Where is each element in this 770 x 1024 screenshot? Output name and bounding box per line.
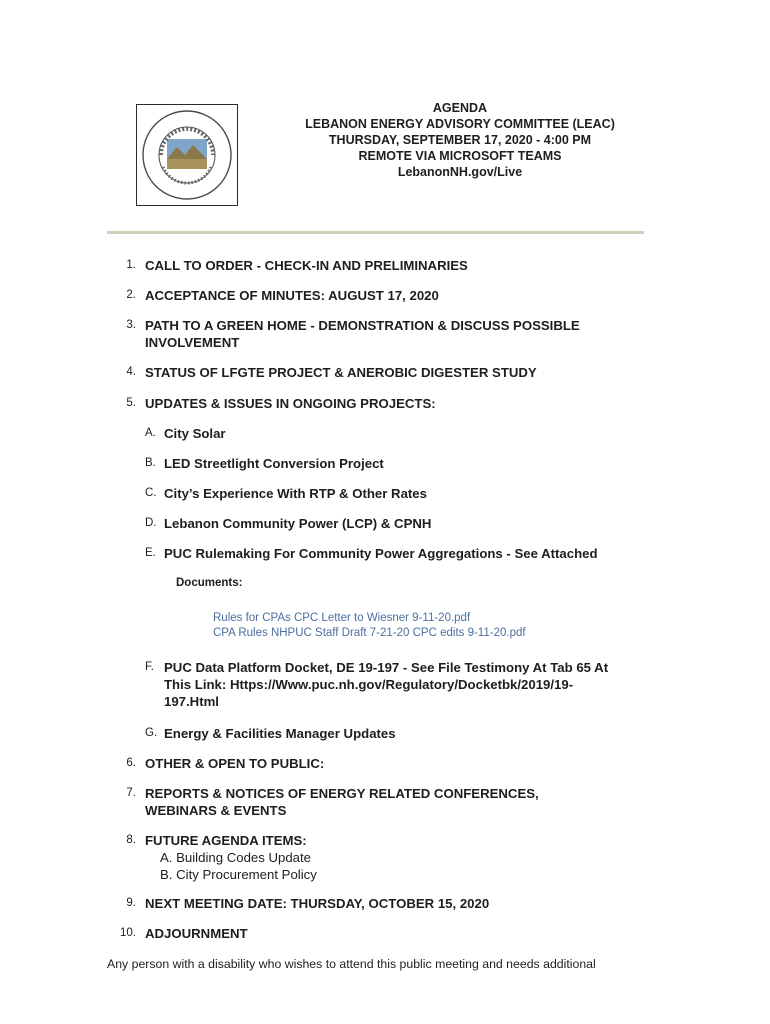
agenda-item: UPDATES & ISSUES IN ONGOING PROJECTS: <box>145 396 436 411</box>
item-number: 2. <box>126 289 136 301</box>
city-seal-icon <box>137 105 237 205</box>
city-seal <box>136 104 238 206</box>
agenda-subitem-line: This Link: Https://Www.puc.nh.gov/Regulatory/Docketbk/2019/19- <box>164 677 574 692</box>
subitem-letter: E. <box>145 547 156 559</box>
header-line-4: REMOTE VIA MICROSOFT TEAMS <box>358 149 562 163</box>
agenda-subitem-line: 197.Html <box>164 694 219 709</box>
header-line-2: LEBANON ENERGY ADVISORY COMMITTEE (LEAC) <box>305 117 615 131</box>
agenda-subitem: Lebanon Community Power (LCP) & CPNH <box>164 516 432 531</box>
accessibility-notice: Any person with a disability who wishes to attend this public meeting and needs additional <box>107 957 596 971</box>
agenda-subitem: City’s Experience With RTP & Other Rates <box>164 486 427 501</box>
subitem-letter: A. <box>145 427 156 439</box>
agenda-subitem <box>164 659 608 710</box>
agenda-subitem: City Solar <box>164 426 226 441</box>
documents-label: Documents: <box>176 577 243 589</box>
agenda-subitem: PUC Rulemaking For Community Power Aggregations - See Attached <box>164 546 598 561</box>
item-number: 9. <box>126 897 136 909</box>
agenda-item: CALL TO ORDER - CHECK-IN AND PRELIMINARIES <box>145 258 468 273</box>
header-line-5: LebanonNH.gov/Live <box>397 165 523 179</box>
agenda-item <box>145 317 580 351</box>
header-line-1: AGENDA <box>432 101 488 115</box>
future-item: A. Building Codes Update <box>160 850 312 865</box>
agenda-subitem: LED Streetlight Conversion Project <box>164 456 384 471</box>
item-number: 1. <box>126 259 136 271</box>
subitem-letter: F. <box>145 661 154 673</box>
item-number: 3. <box>126 319 136 331</box>
agenda-item-line: PATH TO A GREEN HOME - DEMONSTRATION & DISCUSS POSSIBLE <box>145 318 580 333</box>
header-line-3: THURSDAY, SEPTEMBER 17, 2020 - 4:00 PM <box>328 133 592 147</box>
document-link[interactable]: Rules for CPAs CPC Letter to Wiesner 9-11-20.pdf <box>213 612 471 624</box>
agenda-item: STATUS OF LFGTE PROJECT & ANEROBIC DIGESTER STUDY <box>145 365 537 380</box>
agenda-header <box>280 100 640 180</box>
agenda-item: ADJOURNMENT <box>145 926 248 941</box>
item-number: 10. <box>120 927 136 939</box>
item-number: 5. <box>126 397 136 409</box>
item-number: 7. <box>126 787 136 799</box>
agenda-item: FUTURE AGENDA ITEMS: <box>145 833 307 848</box>
document-link[interactable]: CPA Rules NHPUC Staff Draft 7-21-20 CPC edits 9-11-20.pdf <box>213 627 526 639</box>
header-divider <box>107 231 644 234</box>
agenda-subitem-line: PUC Data Platform Docket, DE 19-197 - See File Testimony At Tab 65 At <box>164 660 609 675</box>
subitem-letter: B. <box>145 457 156 469</box>
agenda-item <box>145 785 539 819</box>
agenda-item: ACCEPTANCE OF MINUTES: AUGUST 17, 2020 <box>145 288 439 303</box>
agenda-item-line: REPORTS & NOTICES OF ENERGY RELATED CONFERENCES, <box>145 786 539 801</box>
agenda-subitem: Energy & Facilities Manager Updates <box>164 726 396 741</box>
agenda-item-line: INVOLVEMENT <box>145 335 240 350</box>
future-item: B. City Procurement Policy <box>160 867 317 882</box>
subitem-letter: D. <box>145 517 157 529</box>
item-number: 4. <box>126 366 136 378</box>
agenda-item: NEXT MEETING DATE: THURSDAY, OCTOBER 15, 2020 <box>145 896 490 911</box>
agenda-item-line: WEBINARS & EVENTS <box>145 803 287 818</box>
item-number: 8. <box>126 834 136 846</box>
subitem-letter: G. <box>145 727 158 739</box>
item-number: 6. <box>126 757 136 769</box>
subitem-letter: C. <box>145 487 157 499</box>
agenda-item: OTHER & OPEN TO PUBLIC: <box>145 756 325 771</box>
